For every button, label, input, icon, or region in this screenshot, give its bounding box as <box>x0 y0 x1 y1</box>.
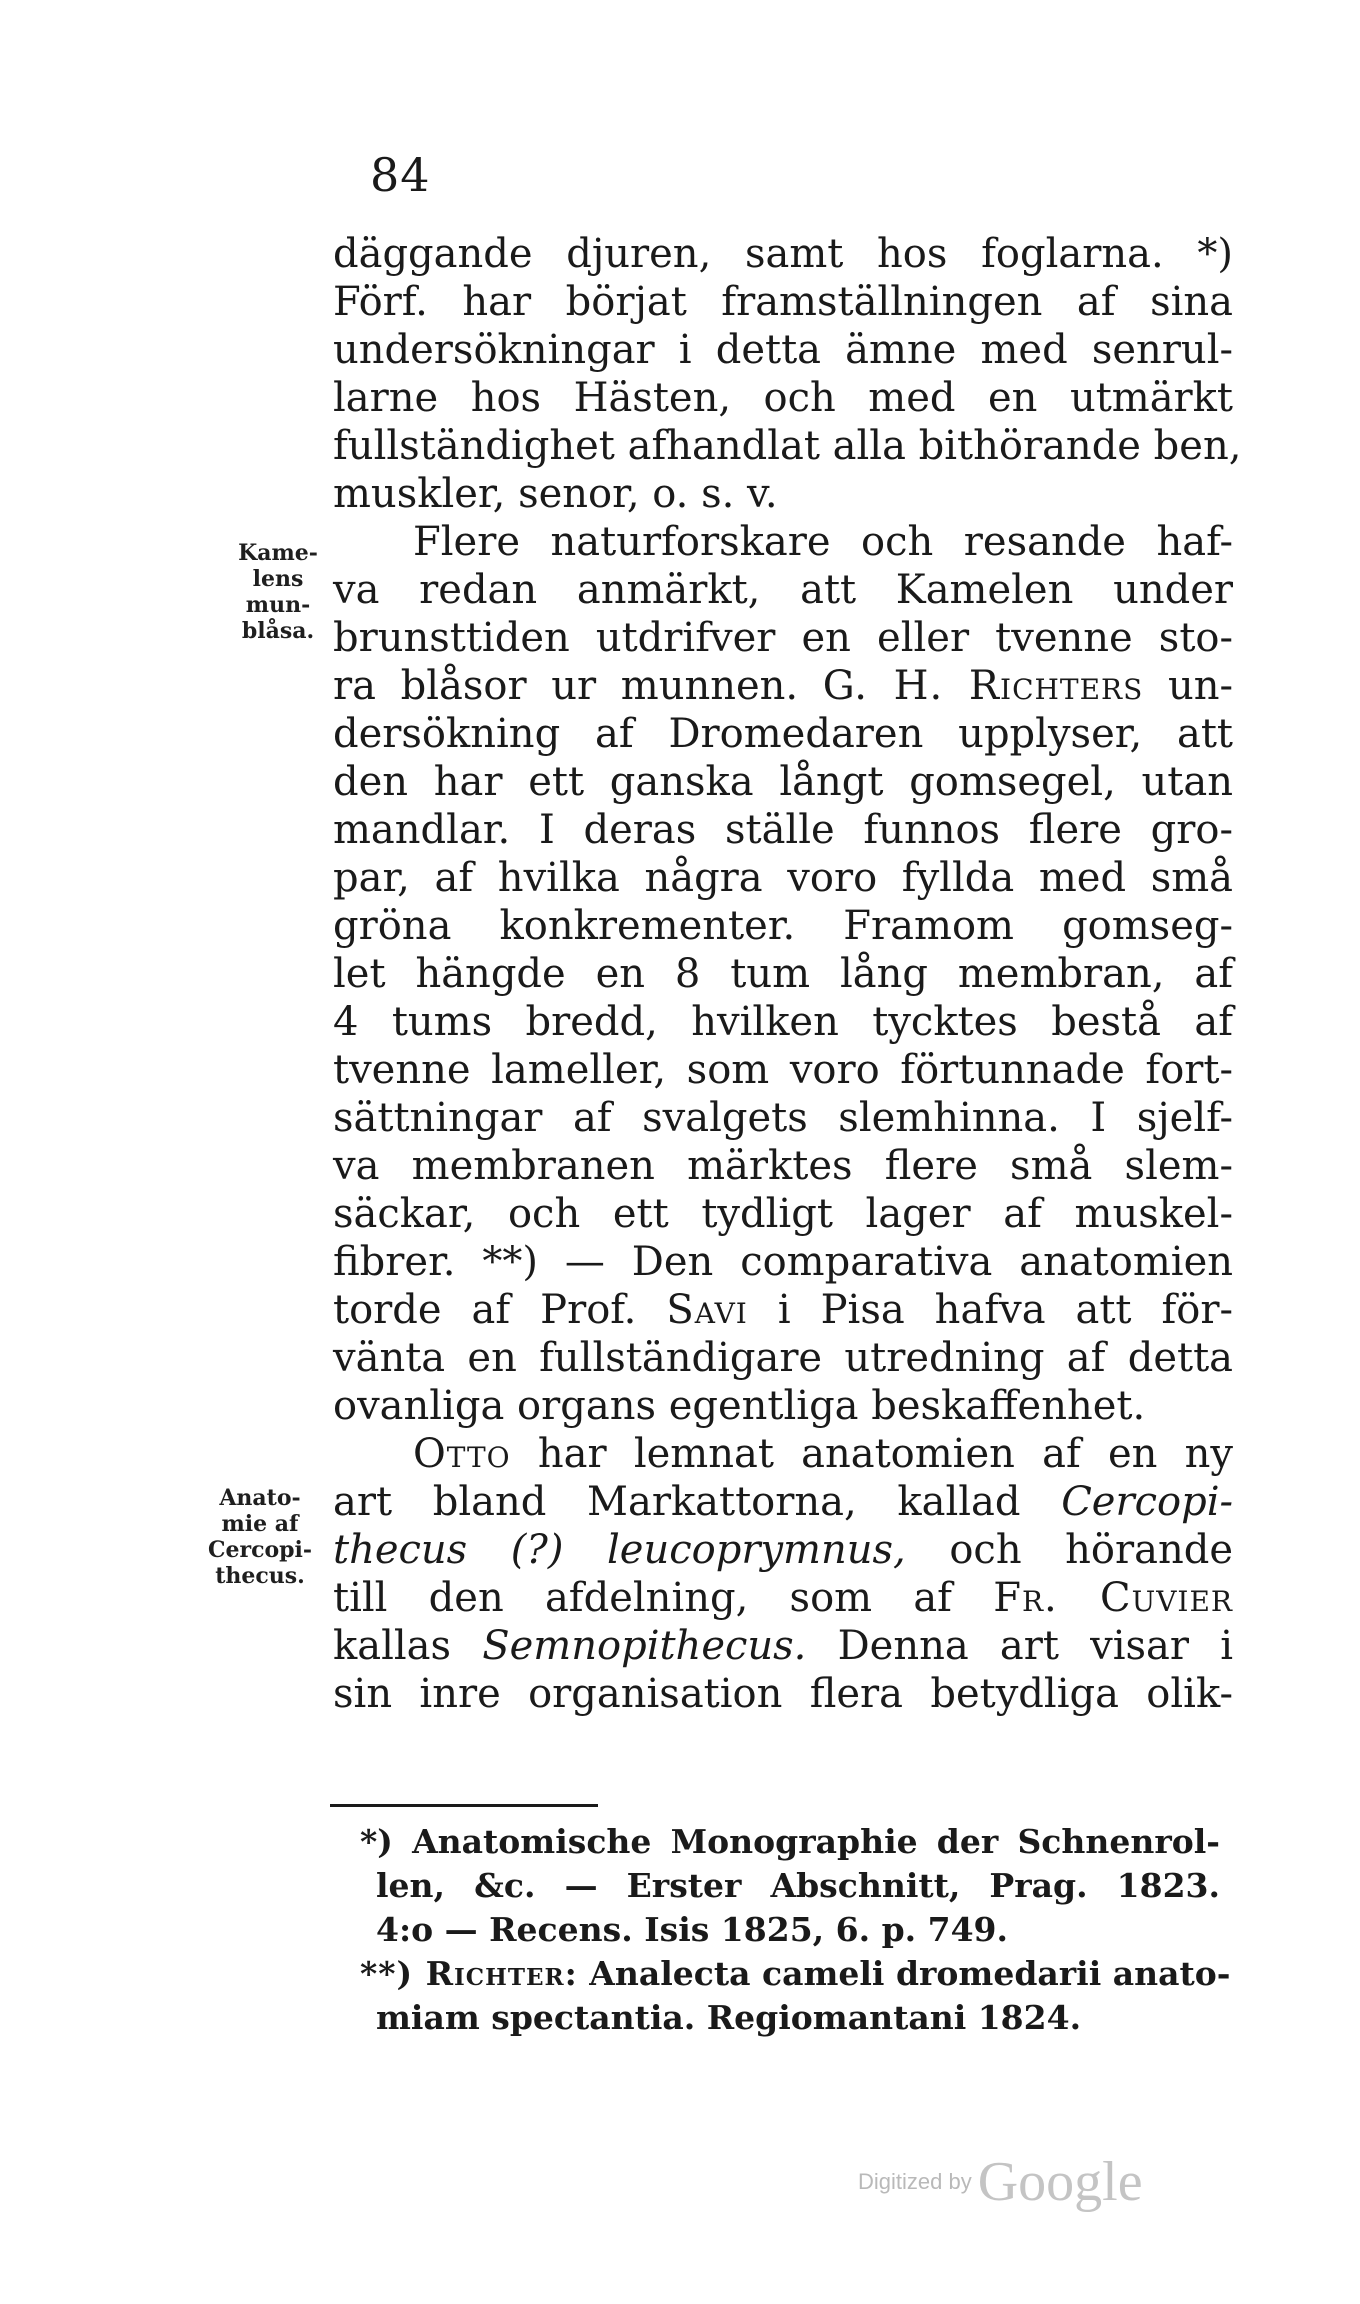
species-name: Cercopi- <box>1061 1479 1233 1525</box>
text-line <box>333 1286 1233 1334</box>
footnote-line: miam spectantia. Regiomantani 1824. <box>376 1998 1082 2037</box>
author-name: Savi <box>666 1287 748 1333</box>
footnotes <box>360 1820 1231 2040</box>
footnote-line: len, &c. — Erster Abschnitt, Prag. 1823. <box>376 1866 1220 1905</box>
text-line <box>333 662 1233 710</box>
text-line: säckar, och ett tydligt lager af muskel- <box>333 1191 1233 1237</box>
text-segment: un- <box>1167 663 1234 709</box>
text-line: vänta en fullständigare utredning af detta <box>333 1335 1233 1381</box>
text-line: 4 tums bredd, hvilken tycktes bestå af <box>333 999 1233 1045</box>
author-name: G. H. Richters <box>822 663 1144 709</box>
footnote-line: 4:o — Recens. Isis 1825, 6. p. 749. <box>376 1910 1008 1949</box>
text-line: fullständighet afhandlat alla bithörande ben, <box>333 423 1242 469</box>
page-number: 84 <box>370 148 431 202</box>
margin-note-line: Cercopi- <box>207 1537 313 1563</box>
text-line: sin inre organisation flera betydliga olik- <box>333 1671 1233 1717</box>
text-line: dersökning af Dromedaren upplyser, att <box>333 711 1233 757</box>
text-line: va membranen märktes flere små slem- <box>333 1143 1233 1189</box>
google-logo: Google <box>977 2151 1143 2213</box>
text-line: däggande djuren, samt hos foglarna. *) <box>333 231 1233 277</box>
text-segment: Analecta cameli dromedarii anato- <box>589 1954 1231 1993</box>
body-text <box>333 230 1242 1718</box>
text-line: fibrer. **) — Den comparativa anatomien <box>333 1239 1233 1285</box>
text-segment: ra blåsor ur munnen. <box>333 663 799 709</box>
text-line: Flere naturforskare och resande haf- <box>413 519 1233 565</box>
margin-note-kamelens-munblasa <box>228 540 328 644</box>
digitized-watermark <box>858 2150 1143 2214</box>
text-line: muskler, senor, o. s. v. <box>333 471 778 517</box>
text-segment: Denna art visar i <box>837 1623 1233 1669</box>
margin-note-line: lens <box>252 566 304 592</box>
text-line: gröna konkrementer. Framom gomseg- <box>333 903 1233 949</box>
margin-note-line: mun- <box>245 592 311 618</box>
footnote-divider <box>330 1804 598 1807</box>
author-name: Fr. Cuvier <box>993 1575 1233 1621</box>
text-line <box>333 1622 1233 1670</box>
text-line <box>333 1430 1233 1478</box>
footnote-line <box>360 1952 1231 1996</box>
margin-note-line: mie af <box>221 1511 299 1537</box>
margin-note-line: Kame- <box>238 540 318 566</box>
text-line: let hängde en 8 tum lång membran, af <box>333 951 1233 997</box>
text-line: Förf. har börjat framställningen af sina <box>333 279 1233 325</box>
margin-note-line: thecus. <box>215 1563 305 1589</box>
text-segment: till den afdelning, som af <box>333 1575 952 1621</box>
species-name: thecus (?) leucoprymnus, <box>333 1527 906 1573</box>
margin-note-line: blåsa. <box>241 618 315 644</box>
genus-name: Semnopithecus. <box>482 1623 807 1669</box>
text-line: va redan anmärkt, att Kamelen under <box>333 567 1233 613</box>
text-line: ovanliga organs egentliga beskaffenhet. <box>333 1383 1146 1429</box>
author-name: Otto <box>413 1431 511 1477</box>
text-line: par, af hvilka några voro fyllda med små <box>333 855 1233 901</box>
text-segment: art bland Markattorna, kallad <box>333 1479 1021 1525</box>
text-segment: har lemnat anatomien af en ny <box>537 1431 1233 1477</box>
text-line: brunsttiden utdrifver en eller tvenne sto- <box>333 615 1233 661</box>
author-name: **) Richter: <box>360 1954 578 1993</box>
text-line <box>333 1574 1233 1622</box>
text-line: larne hos Hästen, och med en utmärkt <box>333 375 1233 421</box>
margin-note-anatomie-cercopithecus <box>186 1485 334 1589</box>
text-segment: torde af Prof. <box>333 1287 637 1333</box>
text-line: sättningar af svalgets slemhinna. I sjelf- <box>333 1095 1233 1141</box>
watermark-prefix: Digitized by <box>858 2169 972 2194</box>
footnote-line: *) Anatomische Monographie der Schnenrol- <box>360 1822 1220 1861</box>
text-line <box>333 1526 1233 1574</box>
text-segment: kallas <box>333 1623 452 1669</box>
text-segment: och hörande <box>949 1527 1234 1573</box>
text-segment: i Pisa hafva att för- <box>777 1287 1234 1333</box>
text-line: mandlar. I deras ställe funnos flere gro- <box>333 807 1233 853</box>
text-line: undersökningar i detta ämne med senrul- <box>333 327 1233 373</box>
text-line: den har ett ganska långt gomsegel, utan <box>333 759 1233 805</box>
margin-note-line: Anato- <box>219 1485 301 1511</box>
text-line <box>333 1478 1233 1526</box>
text-line: tvenne lameller, som voro förtunnade fort- <box>333 1047 1233 1093</box>
